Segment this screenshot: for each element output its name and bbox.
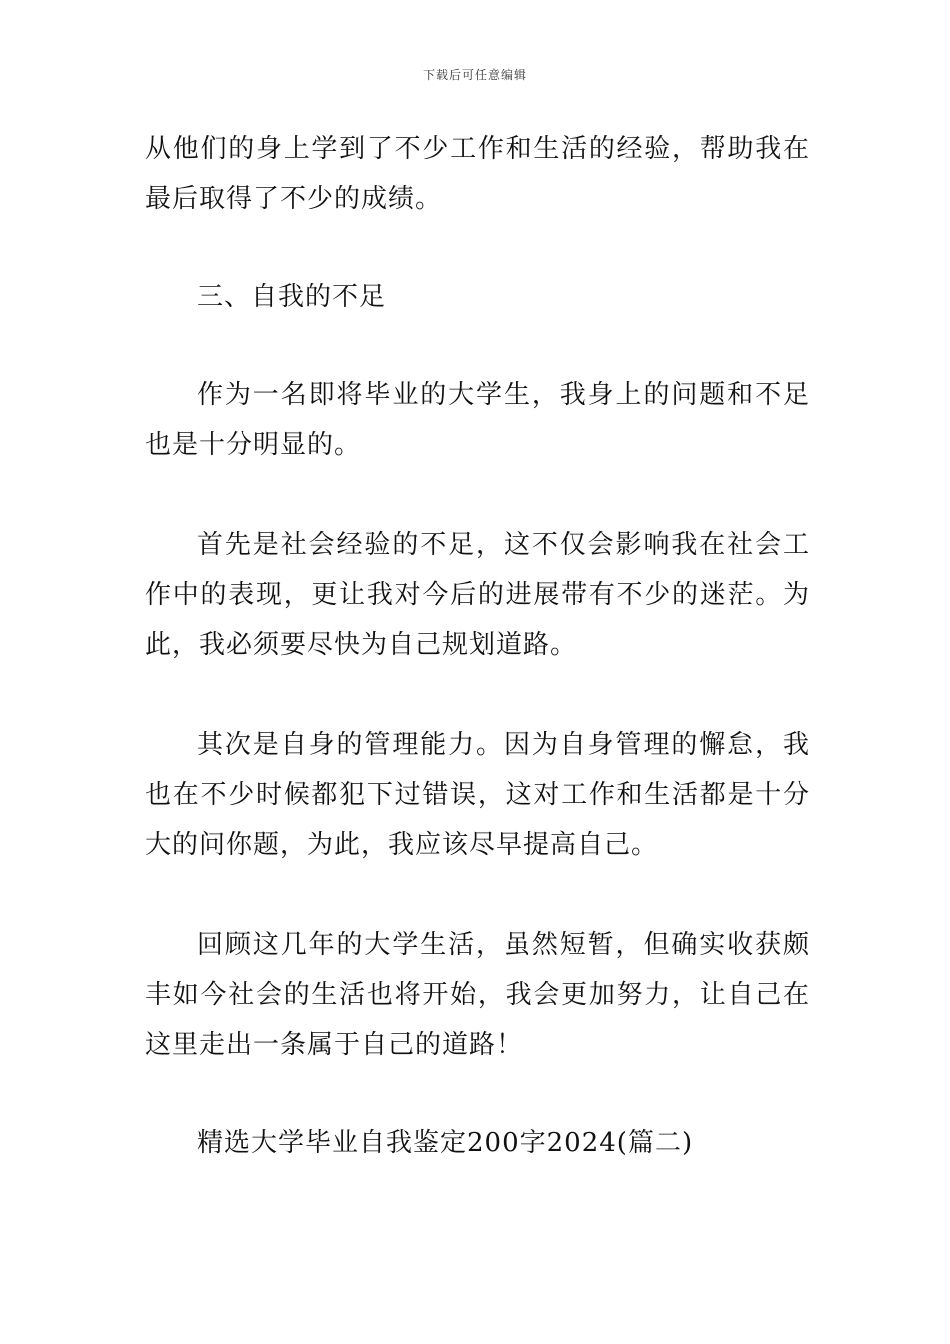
paragraph-self-management: 其次是自身的管理能力。因为自身管理的懈怠，我也在不少时候都犯下过错误，这对工作和生活都是十分大的问你题，为此，我应该尽早提高自己。 [145,730,810,860]
paragraph-review: 回顾这几年的大学生活，虽然短暂，但确实收获颇丰如今社会的生活也将开始，我会更加努力，让自己在这里走出一条属于自己的道路！ [145,930,810,1060]
paragraph-continuation: 从他们的身上学到了不少工作和生活的经验，帮助我在最后取得了不少的成绩。 [145,134,810,214]
document-body [145,124,810,1168]
page-header-note: 下载后可任意编辑 [422,68,527,82]
section-title-part-two: 精选大学毕业自我鉴定200字2024(篇二) [197,1128,694,1158]
paragraph-social-experience: 首先是社会经验的不足，这不仅会影响我在社会工作中的表现，更让我对今后的进展带有不少的迷茫。为此，我必须要尽快为自己规划道路。 [145,530,810,660]
section-heading-shortcomings: 三、自我的不足 [197,282,387,312]
paragraph-intro-shortcomings: 作为一名即将毕业的大学生，我身上的问题和不足也是十分明显的。 [145,380,810,460]
